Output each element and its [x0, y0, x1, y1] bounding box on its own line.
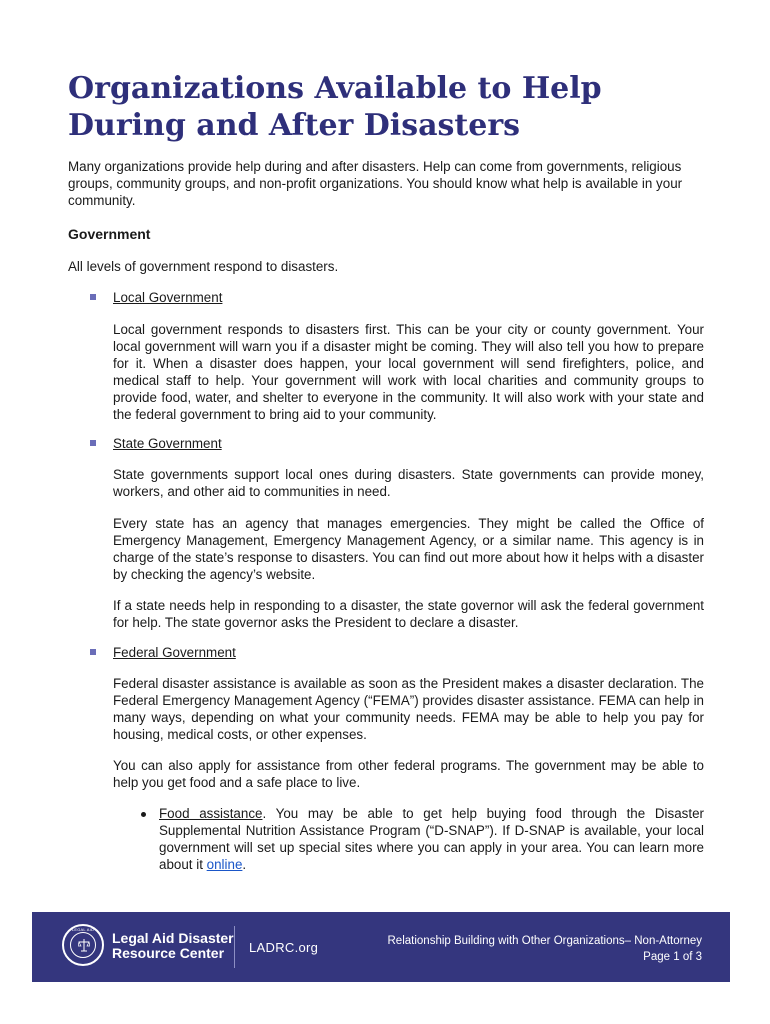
title-line-1: Organizations Available to Help — [68, 71, 602, 106]
legal-aid-seal-logo-icon — [62, 924, 104, 966]
round-bullet-icon — [141, 812, 146, 817]
food-assistance-end: . — [242, 857, 247, 872]
federal-government-paragraph-2: You can also apply for assistance from other federal programs. The government may be able to help you get food and a safe place to live. — [113, 758, 704, 790]
government-heading: Government — [68, 226, 151, 242]
state-government-paragraph-2: Every state has an agency that manages emergencies. They might be called the Office of Emergency Management, Emergency Management Agency, or a similar name. This agency is in charge of the state’s response to disasters. You can find out more about how it helps with a disaster by checking the agency’s website. — [113, 516, 704, 582]
state-government-paragraph-3: If a state needs help in responding to a disaster, the state governor will ask the federal government for help. The state governor asks the President to declare a disaster. — [113, 598, 704, 630]
page-number: Page 1 of 3 — [643, 951, 702, 963]
square-bullet-icon — [90, 440, 96, 446]
scales-icon — [78, 938, 90, 952]
food-assistance-text: . You may be able to get help buying food through the Disaster Supplemental Nutrition Assistance Program (“D-SNAP”). If D-SNAP is available, your local government will set up special sites where you can apply in your area. You can learn more about it — [159, 806, 704, 872]
food-assistance-label: Food assistance — [159, 806, 263, 821]
org-name-line-1: Legal Aid Disaster — [112, 930, 234, 946]
square-bullet-icon — [90, 649, 96, 655]
document-subtitle: Relationship Building with Other Organizations– Non-Attorney — [387, 935, 702, 947]
government-intro: All levels of government respond to disasters. — [68, 259, 339, 274]
state-government-paragraph-1: State governments support local ones during disasters. State governments can provide money, workers, and other aid to communities in need. — [113, 467, 704, 499]
online-link[interactable]: online — [206, 857, 243, 872]
footer-divider — [234, 926, 235, 968]
seal-text: LEGAL AID — [71, 927, 95, 932]
local-government-heading: Local Government — [113, 290, 223, 305]
federal-government-paragraph-1: Federal disaster assistance is available as soon as the President makes a disaster declaration. The Federal Emergency Management Agency (“FEMA”) provides disaster assistance. FEMA can help in many ways, depending on what your community needs. FEMA may be able to help you pay for housing, medical costs, or other expenses. — [113, 676, 704, 742]
food-assistance-paragraph — [159, 805, 704, 873]
organization-name — [112, 931, 234, 961]
org-name-line-2: Resource Center — [112, 945, 225, 961]
state-government-heading: State Government — [113, 436, 222, 451]
federal-government-heading: Federal Government — [113, 645, 236, 660]
seal-inner-ring — [70, 932, 96, 958]
footer-caption — [388, 933, 703, 965]
intro-paragraph: Many organizations provide help during and after disasters. Help can come from governments, religious groups, community groups, and non-profit organizations. You should know what help is available in your community. — [68, 159, 683, 208]
footer-banner — [32, 912, 730, 982]
local-government-paragraph: Local government responds to disasters first. This can be your city or county government. Your local government will warn you if a disaster might be coming. They will also tell you how to prepare for it. When a disaster does happen, your local government will send firefighters, police, and medical staff to help. Your government will work with local charities and community groups to provide food, water, and shelter to everyone in the community. It will also work with your state and the federal government to bring aid to your community. — [113, 322, 704, 422]
title-line-2: During and After Disasters — [68, 108, 521, 143]
square-bullet-icon — [90, 294, 96, 300]
page-title — [68, 70, 708, 144]
website-link[interactable]: LADRC.org — [249, 940, 319, 955]
